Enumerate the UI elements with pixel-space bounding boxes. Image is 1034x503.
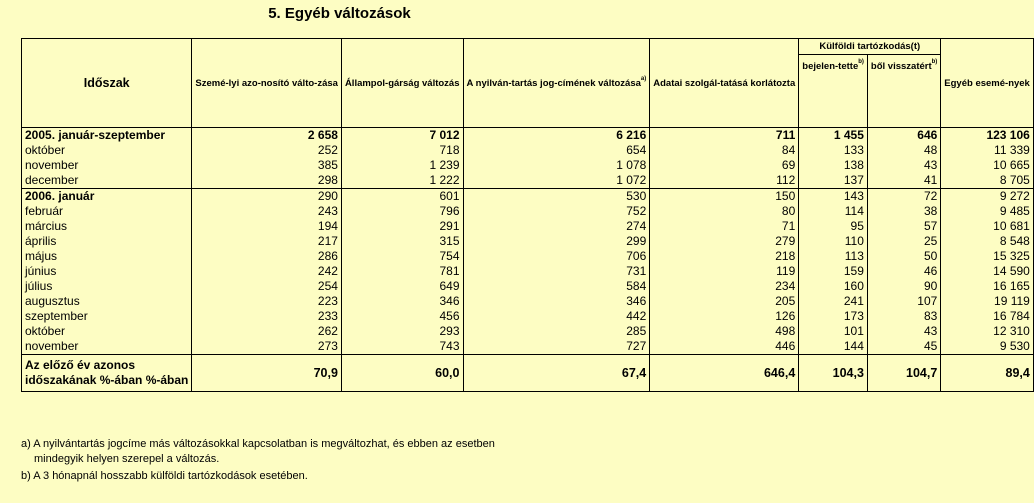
row-value: 279 <box>650 234 799 249</box>
row-value: 727 <box>463 339 650 355</box>
row-value: 442 <box>463 309 650 324</box>
header-col4: Adatai szolgál-tatásá korlátozta <box>650 39 799 128</box>
row-value: 143 <box>799 189 868 205</box>
row-value: 217 <box>192 234 342 249</box>
table-row <box>22 128 1034 144</box>
row-value: 159 <box>799 264 868 279</box>
row-value: 43 <box>867 158 940 173</box>
header-row <box>22 39 1034 55</box>
row-value: 298 <box>192 173 342 189</box>
row-period: szeptember <box>22 309 192 324</box>
header-group: Külföldi tartózkodás(t) <box>799 39 941 55</box>
row-value: 796 <box>341 204 463 219</box>
table-row <box>22 143 1034 158</box>
row-period: április <box>22 234 192 249</box>
page-title: 5. Egyéb változások <box>268 5 411 22</box>
table-row <box>22 279 1034 294</box>
row-value: 194 <box>192 219 342 234</box>
header-col5-text: bejelen-tette <box>802 61 859 72</box>
row-value: 286 <box>192 249 342 264</box>
row-value: 205 <box>650 294 799 309</box>
row-value: 731 <box>463 264 650 279</box>
row-value: 19 119 <box>941 294 1034 309</box>
header-col5-sup: b) <box>858 59 864 65</box>
row-value: 530 <box>463 189 650 205</box>
row-value: 8 548 <box>941 234 1034 249</box>
table-row <box>22 264 1034 279</box>
row-value: 113 <box>799 249 868 264</box>
footnote-a-line1: a) A nyilvántartás jogcíme más változásokkal kapcsolatban is megváltozhat, és ebben az esetben <box>21 438 495 450</box>
row-value: 649 <box>341 279 463 294</box>
row-value: 12 310 <box>941 324 1034 339</box>
row-value: 41 <box>867 173 940 189</box>
row-value: 9 530 <box>941 339 1034 355</box>
header-col5 <box>799 55 868 128</box>
row-value: 126 <box>650 309 799 324</box>
row-period: november <box>22 339 192 355</box>
row-value: 16 165 <box>941 279 1034 294</box>
row-value: 1 072 <box>463 173 650 189</box>
row-value: 646 <box>867 128 940 144</box>
row-value: 654 <box>463 143 650 158</box>
row-value: 101 <box>799 324 868 339</box>
row-value: 144 <box>799 339 868 355</box>
row-value: 15 325 <box>941 249 1034 264</box>
row-value: 752 <box>463 204 650 219</box>
table-body <box>22 128 1034 355</box>
row-value: 50 <box>867 249 940 264</box>
row-value: 43 <box>867 324 940 339</box>
header-col3-text: A nyilván-tartás jog-címének változása <box>466 77 641 89</box>
row-period: július <box>22 279 192 294</box>
row-value: 11 339 <box>941 143 1034 158</box>
row-value: 7 012 <box>341 128 463 144</box>
table-row <box>22 173 1034 189</box>
pct-value: 104,7 <box>867 355 940 392</box>
row-value: 743 <box>341 339 463 355</box>
row-value: 223 <box>192 294 342 309</box>
row-value: 291 <box>341 219 463 234</box>
table-row <box>22 219 1034 234</box>
row-value: 718 <box>341 143 463 158</box>
row-value: 84 <box>650 143 799 158</box>
row-value: 446 <box>650 339 799 355</box>
row-value: 9 272 <box>941 189 1034 205</box>
row-value: 90 <box>867 279 940 294</box>
data-table <box>21 38 1034 392</box>
row-value: 46 <box>867 264 940 279</box>
table-row <box>22 158 1034 173</box>
row-value: 10 681 <box>941 219 1034 234</box>
row-value: 57 <box>867 219 940 234</box>
row-value: 299 <box>463 234 650 249</box>
row-value: 71 <box>650 219 799 234</box>
header-col3 <box>463 39 650 128</box>
row-period: október <box>22 324 192 339</box>
row-value: 8 705 <box>941 173 1034 189</box>
row-value: 138 <box>799 158 868 173</box>
row-value: 711 <box>650 128 799 144</box>
row-period: október <box>22 143 192 158</box>
row-value: 218 <box>650 249 799 264</box>
row-value: 80 <box>650 204 799 219</box>
row-value: 293 <box>341 324 463 339</box>
row-period: május <box>22 249 192 264</box>
row-value: 160 <box>799 279 868 294</box>
row-value: 173 <box>799 309 868 324</box>
header-col6 <box>867 55 940 128</box>
row-value: 38 <box>867 204 940 219</box>
row-value: 48 <box>867 143 940 158</box>
row-value: 754 <box>341 249 463 264</box>
row-value: 234 <box>650 279 799 294</box>
row-value: 781 <box>341 264 463 279</box>
row-value: 262 <box>192 324 342 339</box>
pct-value: 104,3 <box>799 355 868 392</box>
row-period: február <box>22 204 192 219</box>
table-row <box>22 249 1034 264</box>
row-value: 233 <box>192 309 342 324</box>
pct-label <box>22 355 192 392</box>
row-period: június <box>22 264 192 279</box>
row-value: 72 <box>867 189 940 205</box>
pct-value: 70,9 <box>192 355 342 392</box>
row-value: 1 455 <box>799 128 868 144</box>
row-value: 110 <box>799 234 868 249</box>
row-period: november <box>22 158 192 173</box>
row-value: 243 <box>192 204 342 219</box>
table-row <box>22 309 1034 324</box>
table-row <box>22 234 1034 249</box>
row-value: 112 <box>650 173 799 189</box>
row-value: 69 <box>650 158 799 173</box>
header-col3-sup: a) <box>640 75 647 82</box>
row-value: 123 106 <box>941 128 1034 144</box>
header-col2: Állampol-gárság változás <box>341 39 463 128</box>
row-value: 254 <box>192 279 342 294</box>
row-period: augusztus <box>22 294 192 309</box>
row-period: 2005. január-szeptember <box>22 128 192 144</box>
pct-label-line2: időszakának %-ában %-ában <box>25 373 189 387</box>
pct-value: 89,4 <box>941 355 1034 392</box>
row-value: 584 <box>463 279 650 294</box>
row-value: 10 665 <box>941 158 1034 173</box>
row-value: 1 078 <box>463 158 650 173</box>
row-value: 137 <box>799 173 868 189</box>
row-value: 315 <box>341 234 463 249</box>
row-value: 150 <box>650 189 799 205</box>
header-period: Időszak <box>22 39 192 128</box>
row-value: 25 <box>867 234 940 249</box>
row-value: 285 <box>463 324 650 339</box>
table-row <box>22 204 1034 219</box>
pct-label-line1: Az előző év azonos <box>25 358 136 372</box>
table-row <box>22 189 1034 205</box>
header-col6-sup: b) <box>931 59 938 65</box>
row-value: 114 <box>799 204 868 219</box>
row-value: 706 <box>463 249 650 264</box>
row-value: 119 <box>650 264 799 279</box>
row-value: 273 <box>192 339 342 355</box>
row-value: 242 <box>192 264 342 279</box>
row-value: 274 <box>463 219 650 234</box>
row-value: 107 <box>867 294 940 309</box>
footnote-b: b) A 3 hónapnál hosszabb külföldi tartózkodások esetében. <box>21 470 308 482</box>
row-value: 45 <box>867 339 940 355</box>
row-value: 290 <box>192 189 342 205</box>
row-value: 16 784 <box>941 309 1034 324</box>
row-value: 346 <box>463 294 650 309</box>
row-value: 1 239 <box>341 158 463 173</box>
row-value: 385 <box>192 158 342 173</box>
footnote-a <box>21 437 495 467</box>
row-value: 83 <box>867 309 940 324</box>
pct-value: 67,4 <box>463 355 650 392</box>
table-row <box>22 324 1034 339</box>
header-col6-text: ből visszatért <box>870 61 932 72</box>
row-value: 133 <box>799 143 868 158</box>
row-value: 2 658 <box>192 128 342 144</box>
table-row <box>22 339 1034 355</box>
row-value: 1 222 <box>341 173 463 189</box>
table-row <box>22 294 1034 309</box>
row-period: december <box>22 173 192 189</box>
pct-value: 646,4 <box>650 355 799 392</box>
row-value: 601 <box>341 189 463 205</box>
row-value: 95 <box>799 219 868 234</box>
pct-value: 60,0 <box>341 355 463 392</box>
row-value: 241 <box>799 294 868 309</box>
row-value: 346 <box>341 294 463 309</box>
header-col1: Szemé-lyi azo-nosító válto-zása <box>192 39 342 128</box>
row-value: 252 <box>192 143 342 158</box>
row-value: 14 590 <box>941 264 1034 279</box>
header-col7: Egyéb esemé-nyek <box>941 39 1034 128</box>
row-value: 456 <box>341 309 463 324</box>
row-value: 6 216 <box>463 128 650 144</box>
row-value: 9 485 <box>941 204 1034 219</box>
pct-row <box>22 355 1034 392</box>
row-period: 2006. január <box>22 189 192 205</box>
row-period: március <box>22 219 192 234</box>
footnote-a-line2: mindegyik helyen szerepel a változás. <box>34 453 220 465</box>
row-value: 498 <box>650 324 799 339</box>
